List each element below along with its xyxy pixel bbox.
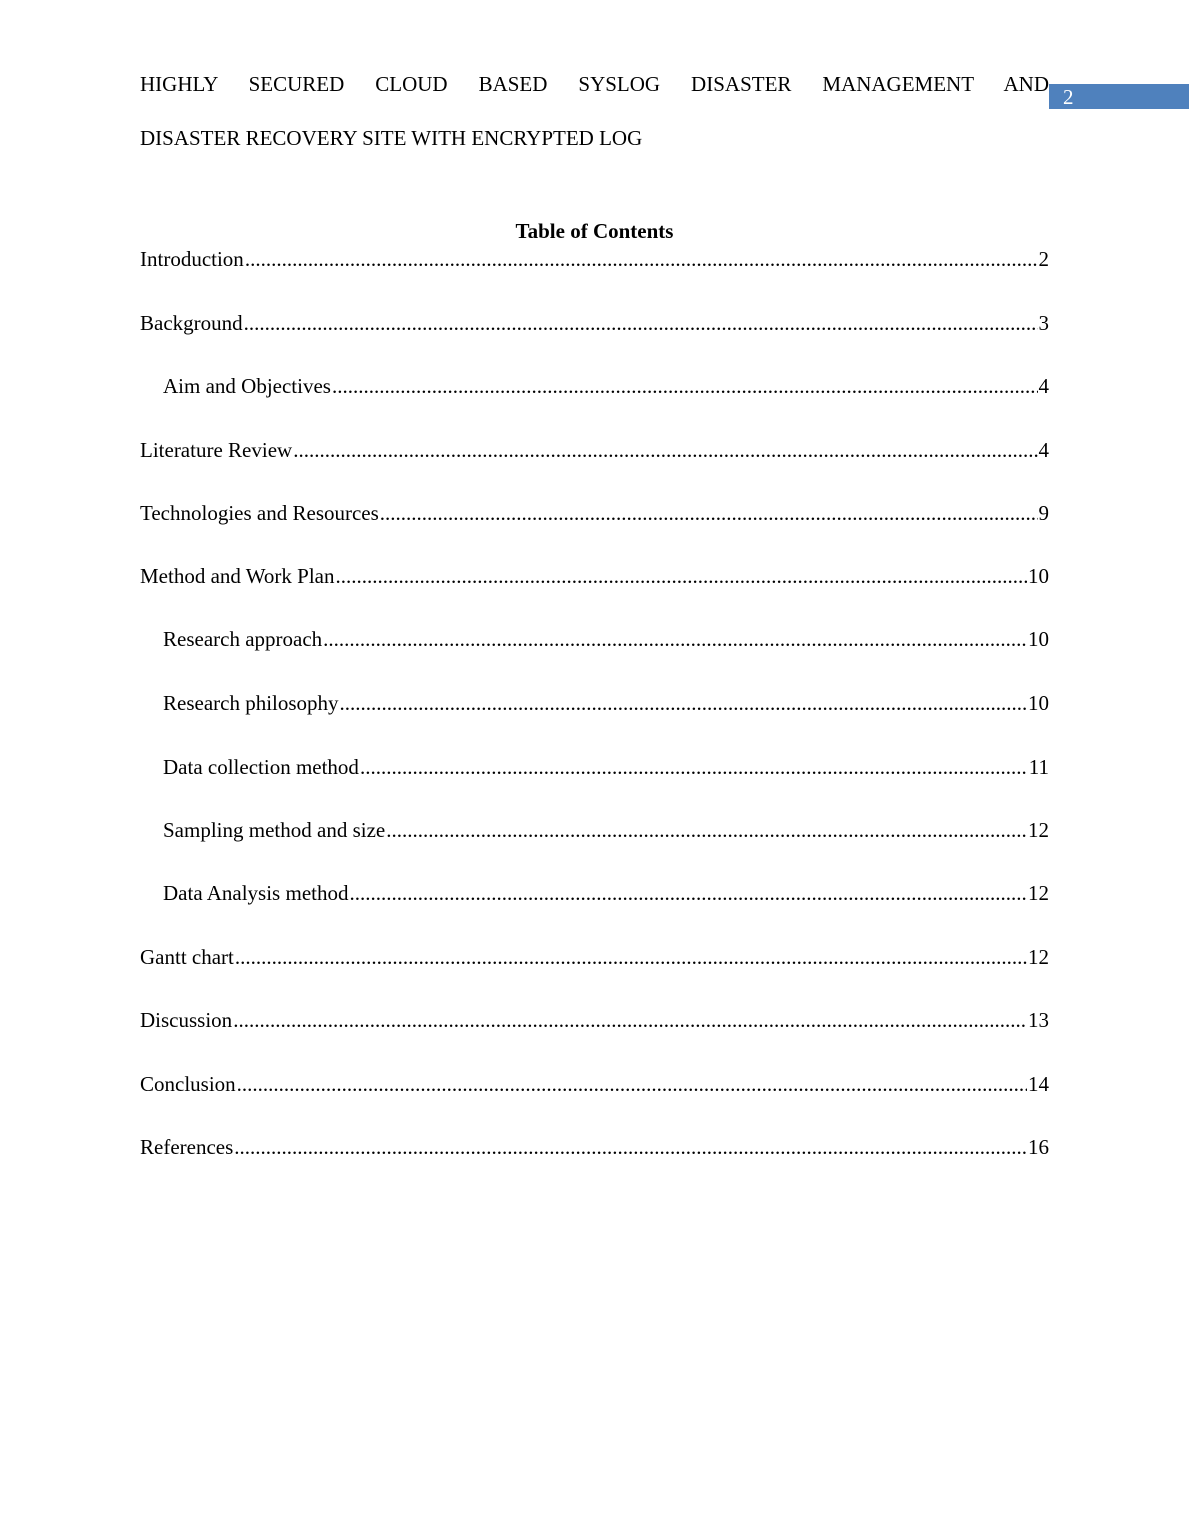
toc-dot-leader	[237, 1072, 1027, 1096]
toc-entry-label: Data Analysis method	[163, 881, 349, 905]
toc-entry-label: Discussion	[140, 1008, 233, 1032]
toc-entry-research-philosophy[interactable]	[163, 691, 1049, 715]
toc-entry-page: 13	[1028, 1008, 1049, 1032]
toc-entry-research-approach[interactable]	[163, 627, 1049, 651]
toc-entry-page: 10	[1028, 627, 1049, 651]
toc-entry-page: 12	[1028, 945, 1049, 969]
toc-entry-page: 14	[1028, 1072, 1049, 1096]
toc-entry-page: 2	[1038, 247, 1049, 271]
toc-entry-introduction[interactable]	[140, 247, 1049, 271]
toc-entry-page: 4	[1038, 374, 1049, 398]
toc-entry-label: Introduction	[140, 247, 244, 271]
toc-entry-label: Technologies and Resources	[140, 501, 379, 525]
toc-entry-data-analysis-method[interactable]	[163, 881, 1049, 905]
toc-entry-label: Aim and Objectives	[163, 374, 331, 398]
toc-dot-leader	[234, 1135, 1027, 1159]
toc-entry-background[interactable]	[140, 311, 1049, 335]
toc-entry-page: 3	[1038, 311, 1049, 335]
toc-entry-label: Literature Review	[140, 438, 293, 462]
toc-entry-label: Gantt chart	[140, 945, 234, 969]
toc-entry-label: Research philosophy	[163, 691, 339, 715]
toc-dot-leader	[349, 881, 1027, 905]
toc-dot-leader	[244, 311, 1038, 335]
toc-dot-leader	[386, 818, 1027, 842]
toc-dot-leader	[340, 691, 1027, 715]
toc-entry-references[interactable]	[140, 1135, 1049, 1159]
toc-entry-aim-and-objectives[interactable]	[163, 374, 1049, 398]
toc-title: Table of Contents	[515, 219, 674, 243]
toc-entry-page: 16	[1028, 1135, 1049, 1159]
toc-entry-conclusion[interactable]	[140, 1072, 1049, 1096]
page-number-badge	[1049, 84, 1189, 109]
toc-entry-data-collection-method[interactable]	[163, 755, 1049, 779]
toc-entry-label: Data collection method	[163, 755, 359, 779]
toc-entry-page: 12	[1028, 818, 1049, 842]
running-header-line-2: DISASTER RECOVERY SITE WITH ENCRYPTED LOG	[140, 126, 643, 150]
toc-entry-technologies-and-resources[interactable]	[140, 501, 1049, 525]
toc-dot-leader	[380, 501, 1038, 525]
toc-entry-page: 11	[1028, 755, 1049, 779]
toc-entry-label: Sampling method and size	[163, 818, 386, 842]
toc-entry-sampling-method-and-size[interactable]	[163, 818, 1049, 842]
toc-entry-label: Method and Work Plan	[140, 564, 335, 588]
toc-entry-label: Conclusion	[140, 1072, 236, 1096]
toc-dot-leader	[332, 374, 1038, 398]
toc-entry-label: Research approach	[163, 627, 323, 651]
toc-entry-page: 4	[1038, 438, 1049, 462]
toc-entry-label: References	[140, 1135, 234, 1159]
toc-dot-leader	[323, 627, 1027, 651]
toc-dot-leader	[233, 1008, 1027, 1032]
toc-dot-leader	[245, 247, 1038, 271]
toc-dot-leader	[235, 945, 1027, 969]
running-header-line-1: HIGHLY SECURED CLOUD BASED SYSLOG DISASTER MANAGEMENT AND	[140, 72, 1049, 96]
toc-entry-page: 9	[1038, 501, 1049, 525]
toc-entry-page: 10	[1028, 564, 1049, 588]
toc-entry-discussion[interactable]	[140, 1008, 1049, 1032]
toc-dot-leader	[336, 564, 1028, 588]
toc-entry-gantt-chart[interactable]	[140, 945, 1049, 969]
toc-entry-literature-review[interactable]	[140, 438, 1049, 462]
toc-dot-leader	[293, 438, 1037, 462]
toc-entry-label: Background	[140, 311, 243, 335]
toc-entry-page: 12	[1028, 881, 1049, 905]
toc-dot-leader	[360, 755, 1028, 779]
page-number: 2	[1063, 85, 1074, 109]
toc-entry-page: 10	[1028, 691, 1049, 715]
toc-entry-method-and-work-plan[interactable]	[140, 564, 1049, 588]
